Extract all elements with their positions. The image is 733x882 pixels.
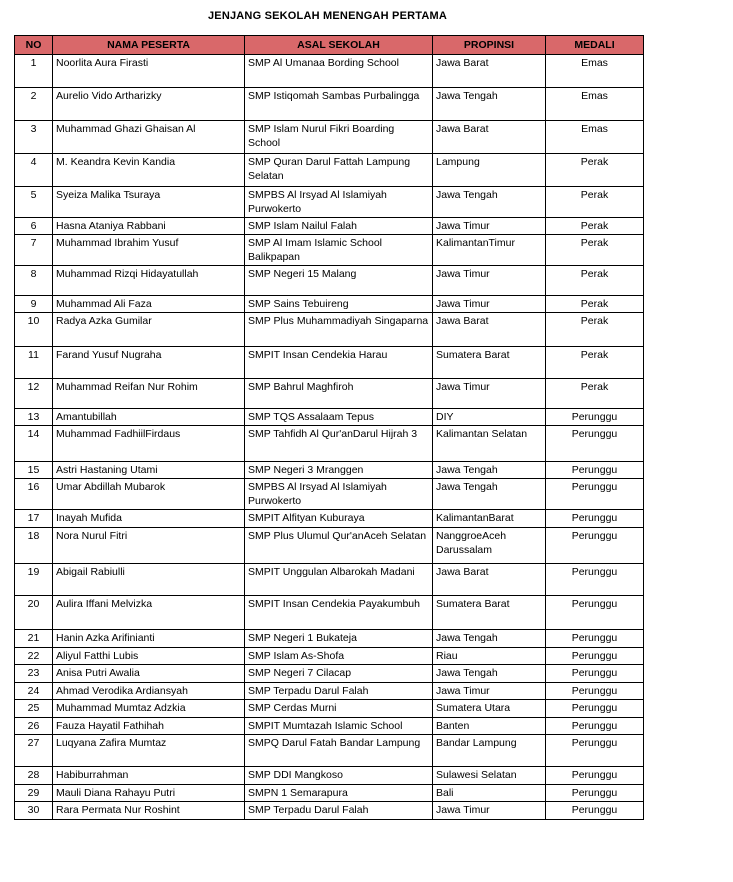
table-row: [15, 564, 644, 596]
cell-propinsi: Sulawesi Selatan: [433, 767, 546, 785]
cell-no: 2: [15, 88, 53, 121]
cell-propinsi: Sumatera Barat: [433, 347, 546, 379]
cell-no: 16: [15, 479, 53, 510]
cell-no: 12: [15, 379, 53, 409]
cell-nama: Rara Permata Nur Roshint: [53, 802, 245, 820]
cell-no: 5: [15, 187, 53, 218]
cell-propinsi: Jawa Timur: [433, 683, 546, 700]
table-row: [15, 718, 644, 735]
table-header-row: [15, 36, 644, 55]
table-row: [15, 235, 644, 266]
cell-propinsi: Jawa Barat: [433, 313, 546, 347]
cell-medali: Perunggu: [546, 564, 644, 596]
cell-propinsi: Jawa Barat: [433, 564, 546, 596]
cell-medali: Emas: [546, 121, 644, 154]
cell-medali: Emas: [546, 55, 644, 88]
cell-propinsi: Jawa Tengah: [433, 630, 546, 648]
table-row: [15, 462, 644, 479]
cell-medali: Emas: [546, 88, 644, 121]
cell-medali: Perak: [546, 313, 644, 347]
cell-propinsi: Lampung: [433, 154, 546, 187]
cell-no: 27: [15, 735, 53, 767]
cell-nama: Fauza Hayatil Fathihah: [53, 718, 245, 735]
cell-propinsi: Bandar Lampung: [433, 735, 546, 767]
cell-sekolah: SMP Al Imam Islamic School Balikpapan: [245, 235, 433, 266]
cell-nama: Muhammad Ali Faza: [53, 296, 245, 313]
table-row: [15, 683, 644, 700]
cell-nama: Aurelio Vido Artharizky: [53, 88, 245, 121]
cell-no: 26: [15, 718, 53, 735]
cell-nama: Ahmad Verodika Ardiansyah: [53, 683, 245, 700]
cell-medali: Perunggu: [546, 462, 644, 479]
cell-nama: Muhammad Rizqi Hidayatullah: [53, 266, 245, 296]
cell-no: 15: [15, 462, 53, 479]
cell-medali: Perunggu: [546, 718, 644, 735]
cell-medali: Perunggu: [546, 479, 644, 510]
cell-sekolah: SMP Plus Ulumul Qur'anAceh Selatan: [245, 528, 433, 564]
cell-medali: Perunggu: [546, 528, 644, 564]
cell-nama: Luqyana Zafira Mumtaz: [53, 735, 245, 767]
cell-medali: Perunggu: [546, 767, 644, 785]
cell-nama: Umar Abdillah Mubarok: [53, 479, 245, 510]
cell-propinsi: Bali: [433, 785, 546, 802]
cell-medali: Perunggu: [546, 785, 644, 802]
cell-sekolah: SMP Islam Nailul Falah: [245, 218, 433, 235]
cell-nama: Aulira Iffani Melvizka: [53, 596, 245, 630]
table-row: [15, 313, 644, 347]
cell-nama: Muhammad Ghazi Ghaisan Al: [53, 121, 245, 154]
table-row: [15, 700, 644, 718]
cell-no: 20: [15, 596, 53, 630]
cell-no: 9: [15, 296, 53, 313]
cell-propinsi: Jawa Timur: [433, 266, 546, 296]
column-header-medali: MEDALI: [546, 36, 644, 55]
cell-medali: Perak: [546, 296, 644, 313]
cell-sekolah: SMP Islam As-Shofa: [245, 648, 433, 665]
cell-sekolah: SMP Quran Darul Fattah Lampung Selatan: [245, 154, 433, 187]
table-row: [15, 55, 644, 88]
cell-medali: Perunggu: [546, 665, 644, 683]
cell-propinsi: KalimantanTimur: [433, 235, 546, 266]
cell-medali: Perunggu: [546, 735, 644, 767]
cell-propinsi: Jawa Timur: [433, 218, 546, 235]
cell-no: 19: [15, 564, 53, 596]
cell-no: 13: [15, 409, 53, 426]
cell-propinsi: Sumatera Barat: [433, 596, 546, 630]
cell-medali: Perunggu: [546, 802, 644, 820]
table-row: [15, 596, 644, 630]
cell-nama: Hasna Ataniya Rabbani: [53, 218, 245, 235]
cell-medali: Perunggu: [546, 510, 644, 528]
cell-propinsi: Jawa Tengah: [433, 187, 546, 218]
cell-nama: Hanin Azka Arifinianti: [53, 630, 245, 648]
table-row: [15, 296, 644, 313]
cell-nama: Muhammad Ibrahim Yusuf: [53, 235, 245, 266]
table-row: [15, 785, 644, 802]
cell-propinsi: Jawa Tengah: [433, 88, 546, 121]
cell-no: 11: [15, 347, 53, 379]
column-header-sekolah: ASAL SEKOLAH: [245, 36, 433, 55]
cell-nama: Habiburrahman: [53, 767, 245, 785]
cell-sekolah: SMP Istiqomah Sambas Purbalingga: [245, 88, 433, 121]
cell-propinsi: Jawa Tengah: [433, 462, 546, 479]
cell-nama: M. Keandra Kevin Kandia: [53, 154, 245, 187]
results-table: [14, 35, 644, 820]
column-header-nama: NAMA PESERTA: [53, 36, 245, 55]
cell-no: 23: [15, 665, 53, 683]
cell-nama: Radya Azka Gumilar: [53, 313, 245, 347]
cell-propinsi: Jawa Barat: [433, 55, 546, 88]
cell-propinsi: DIY: [433, 409, 546, 426]
cell-sekolah: SMPIT Mumtazah Islamic School: [245, 718, 433, 735]
cell-propinsi: Banten: [433, 718, 546, 735]
table-row: [15, 479, 644, 510]
cell-medali: Perak: [546, 154, 644, 187]
cell-sekolah: SMP Negeri 3 Mranggen: [245, 462, 433, 479]
cell-medali: Perunggu: [546, 426, 644, 462]
cell-sekolah: SMP Sains Tebuireng: [245, 296, 433, 313]
cell-no: 14: [15, 426, 53, 462]
table-row: [15, 218, 644, 235]
cell-no: 8: [15, 266, 53, 296]
cell-no: 1: [15, 55, 53, 88]
cell-nama: Nora Nurul Fitri: [53, 528, 245, 564]
table-row: [15, 409, 644, 426]
cell-no: 6: [15, 218, 53, 235]
cell-medali: Perak: [546, 266, 644, 296]
cell-sekolah: SMP DDI Mangkoso: [245, 767, 433, 785]
cell-nama: Aliyul Fatthi Lubis: [53, 648, 245, 665]
cell-medali: Perak: [546, 379, 644, 409]
table-row: [15, 426, 644, 462]
cell-medali: Perak: [546, 235, 644, 266]
cell-no: 7: [15, 235, 53, 266]
cell-medali: Perak: [546, 218, 644, 235]
cell-no: 21: [15, 630, 53, 648]
cell-nama: Inayah Mufida: [53, 510, 245, 528]
cell-sekolah: SMPIT Unggulan Albarokah Madani: [245, 564, 433, 596]
cell-nama: Muhammad Reifan Nur Rohim: [53, 379, 245, 409]
cell-no: 29: [15, 785, 53, 802]
table-row: [15, 802, 644, 820]
cell-propinsi: NanggroeAceh Darussalam: [433, 528, 546, 564]
cell-nama: Amantubillah: [53, 409, 245, 426]
cell-propinsi: Sumatera Utara: [433, 700, 546, 718]
table-row: [15, 767, 644, 785]
column-header-propinsi: PROPINSI: [433, 36, 546, 55]
cell-sekolah: SMP Plus Muhammadiyah Singaparna: [245, 313, 433, 347]
cell-propinsi: Jawa Tengah: [433, 479, 546, 510]
cell-propinsi: Jawa Timur: [433, 379, 546, 409]
cell-sekolah: SMP TQS Assalaam Tepus: [245, 409, 433, 426]
cell-sekolah: SMPBS Al Irsyad Al Islamiyah Purwokerto: [245, 479, 433, 510]
cell-sekolah: SMP Negeri 15 Malang: [245, 266, 433, 296]
cell-propinsi: Jawa Tengah: [433, 665, 546, 683]
cell-nama: Syeiza Malika Tsuraya: [53, 187, 245, 218]
cell-propinsi: KalimantanBarat: [433, 510, 546, 528]
cell-medali: Perunggu: [546, 648, 644, 665]
cell-medali: Perunggu: [546, 409, 644, 426]
cell-sekolah: SMPQ Darul Fatah Bandar Lampung: [245, 735, 433, 767]
cell-propinsi: Jawa Barat: [433, 121, 546, 154]
cell-sekolah: SMPN 1 Semarapura: [245, 785, 433, 802]
table-row: [15, 528, 644, 564]
cell-no: 18: [15, 528, 53, 564]
column-header-no: NO: [15, 36, 53, 55]
table-row: [15, 735, 644, 767]
cell-propinsi: Jawa Timur: [433, 296, 546, 313]
cell-no: 25: [15, 700, 53, 718]
cell-medali: Perunggu: [546, 683, 644, 700]
cell-medali: Perunggu: [546, 630, 644, 648]
table-row: [15, 266, 644, 296]
table-row: [15, 648, 644, 665]
cell-no: 17: [15, 510, 53, 528]
cell-nama: Mauli Diana Rahayu Putri: [53, 785, 245, 802]
table-row: [15, 510, 644, 528]
cell-sekolah: SMP Terpadu Darul Falah: [245, 802, 433, 820]
cell-sekolah: SMPIT Insan Cendekia Payakumbuh: [245, 596, 433, 630]
cell-sekolah: SMP Cerdas Murni: [245, 700, 433, 718]
cell-sekolah: SMPIT Insan Cendekia Harau: [245, 347, 433, 379]
table-row: [15, 154, 644, 187]
cell-sekolah: SMP Islam Nurul Fikri Boarding School: [245, 121, 433, 154]
cell-no: 24: [15, 683, 53, 700]
cell-nama: Muhammad FadhiilFirdaus: [53, 426, 245, 462]
cell-nama: Noorlita Aura Firasti: [53, 55, 245, 88]
cell-no: 4: [15, 154, 53, 187]
cell-propinsi: Riau: [433, 648, 546, 665]
cell-no: 3: [15, 121, 53, 154]
cell-no: 28: [15, 767, 53, 785]
table-row: [15, 121, 644, 154]
table-row: [15, 88, 644, 121]
cell-sekolah: SMPBS Al Irsyad Al Islamiyah Purwokerto: [245, 187, 433, 218]
cell-medali: Perak: [546, 347, 644, 379]
cell-medali: Perunggu: [546, 700, 644, 718]
cell-nama: Farand Yusuf Nugraha: [53, 347, 245, 379]
cell-sekolah: SMP Al Umanaa Bording School: [245, 55, 433, 88]
table-row: [15, 379, 644, 409]
cell-sekolah: SMP Bahrul Maghfiroh: [245, 379, 433, 409]
table-row: [15, 630, 644, 648]
cell-propinsi: Kalimantan Selatan: [433, 426, 546, 462]
cell-sekolah: SMP Tahfidh Al Qur'anDarul Hijrah 3: [245, 426, 433, 462]
table-row: [15, 347, 644, 379]
cell-nama: Astri Hastaning Utami: [53, 462, 245, 479]
cell-sekolah: SMP Negeri 1 Bukateja: [245, 630, 433, 648]
cell-propinsi: Jawa Timur: [433, 802, 546, 820]
cell-no: 10: [15, 313, 53, 347]
table-row: [15, 665, 644, 683]
cell-no: 22: [15, 648, 53, 665]
cell-nama: Abigail Rabiulli: [53, 564, 245, 596]
page-title: JENJANG SEKOLAH MENENGAH PERTAMA: [207, 10, 448, 22]
table-row: [15, 187, 644, 218]
cell-medali: Perunggu: [546, 596, 644, 630]
table-body: [15, 55, 644, 820]
cell-nama: Muhammad Mumtaz Adzkia: [53, 700, 245, 718]
cell-sekolah: SMP Terpadu Darul Falah: [245, 683, 433, 700]
cell-nama: Anisa Putri Awalia: [53, 665, 245, 683]
cell-sekolah: SMP Negeri 7 Cilacap: [245, 665, 433, 683]
cell-no: 30: [15, 802, 53, 820]
cell-sekolah: SMPIT Alfityan Kuburaya: [245, 510, 433, 528]
cell-medali: Perak: [546, 187, 644, 218]
